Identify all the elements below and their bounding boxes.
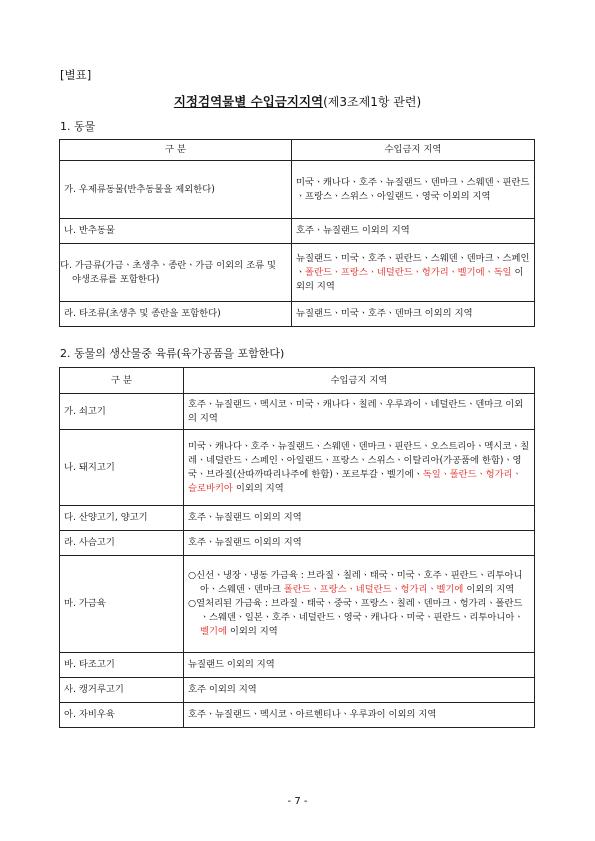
row-region: 호주ㆍ뉴질랜드 이외의 지역: [292, 219, 535, 244]
region-highlight: 폴란드ㆍ프랑스ㆍ네덜란드ㆍ헝가리ㆍ벨기에ㆍ독일: [304, 266, 512, 278]
title-suffix: (제3조제1항 관련): [323, 95, 422, 109]
header-region: 수입금지 지역: [292, 140, 535, 161]
table-row: [60, 430, 535, 506]
row-region: 뉴질랜드 이외의 지역: [184, 653, 535, 678]
row-category: 다. 산양고기, 양고기: [60, 506, 184, 531]
row-category: 가. 우제류동물(반추동물을 제외한다): [60, 161, 292, 219]
row-region: 미국ㆍ캐나다ㆍ호주ㆍ뉴질랜드ㆍ덴마크ㆍ스웨덴ㆍ핀란드ㆍ프랑스ㆍ스위스ㆍ아일랜드ㆍ영국 이외의 지역: [292, 161, 535, 219]
row-category: 나. 반추동물: [60, 219, 292, 244]
section-heading-animals: 1. 동물: [60, 120, 96, 133]
table-header-row: [60, 368, 535, 394]
region-highlight: 벨기에: [200, 626, 227, 637]
appendix-label: [별표]: [60, 68, 92, 82]
page-number: - 7 -: [287, 796, 308, 807]
row-category: 나. 돼지고기: [60, 430, 184, 506]
row-category: 바. 타조고기: [60, 653, 184, 678]
region-text: 뉴질랜드ㆍ미국ㆍ호주ㆍ핀란드ㆍ스웨덴ㆍ덴마크ㆍ스페인ㆍ: [296, 252, 530, 278]
meat-table: [59, 367, 535, 728]
row-category: 마. 가금육: [60, 556, 184, 653]
animals-table: [59, 139, 535, 327]
poultry-item-fresh: [188, 569, 530, 597]
region-tail: 이외의 지역: [226, 626, 278, 637]
row-category: 가. 쇠고기: [60, 394, 184, 430]
region-tail: 이외의 지역: [296, 266, 524, 292]
table-row: [60, 531, 535, 556]
table-row: [60, 161, 535, 219]
title-main: 지정검역물별 수입금지지역: [173, 94, 324, 109]
row-region: [292, 244, 535, 302]
header-region: 수입금지 지역: [184, 368, 535, 394]
row-region: 호주 이외의 지역: [184, 678, 535, 703]
document-title: [0, 92, 595, 110]
row-category: 라. 타조류(초생추 및 종란을 포함한다): [60, 302, 292, 327]
row-region: 호주ㆍ뉴질랜드 이외의 지역: [184, 531, 535, 556]
table-row: [60, 394, 535, 430]
table-row: [60, 219, 535, 244]
table-row: [60, 556, 535, 653]
header-category: 구 분: [60, 140, 292, 161]
table-row: [60, 506, 535, 531]
row-region: 호주ㆍ뉴질랜드ㆍ멕시코ㆍ아르헨티나ㆍ우루과이 이외의 지역: [184, 703, 535, 728]
region-highlight: 폴란드ㆍ프랑스ㆍ네덜란드ㆍ헝가리ㆍ벨기에: [283, 584, 464, 595]
table-row: [60, 653, 535, 678]
row-region: 호주ㆍ뉴질랜드ㆍ멕시코ㆍ미국ㆍ캐나다ㆍ칠레ㆍ우루과이ㆍ네덜란드ㆍ덴마크 이외의 지역: [184, 394, 535, 430]
row-region: 뉴질랜드ㆍ미국ㆍ호주ㆍ덴마크 이외의 지역: [292, 302, 535, 327]
region-tail: 이외의 지역: [463, 584, 515, 595]
row-region: [184, 556, 535, 653]
section-heading-meat: 2. 동물의 생산물중 육류(육가공품을 포함한다): [60, 347, 285, 360]
table-header-row: [60, 140, 535, 161]
table-row: [60, 678, 535, 703]
row-category: 아. 자비우육: [60, 703, 184, 728]
poultry-item-heated: [188, 597, 530, 639]
region-text: 미국ㆍ캐나다ㆍ호주ㆍ뉴질랜드ㆍ스웨덴ㆍ덴마크ㆍ핀란드ㆍ오스트리아ㆍ멕시코ㆍ칠레ㆍ네덜란드ㆍ스페인ㆍ아일랜드ㆍ프랑스ㆍ스위스ㆍ이탈리아(가공품에 한함)ㆍ영국ㆍ브라질(산따까따리나주에 한함)ㆍ포르투갈ㆍ벨기에ㆍ: [188, 440, 530, 480]
table-row: [60, 244, 535, 302]
region-text: ○신선ㆍ냉장ㆍ냉동 가금육 : 브라질ㆍ칠레ㆍ태국ㆍ미국ㆍ호주ㆍ핀란드ㆍ리투아니아ㆍ스웨덴ㆍ덴마크: [188, 570, 523, 595]
table-row: [60, 302, 535, 327]
row-category: 다. 가금류(가금ㆍ초생추ㆍ종란ㆍ가금 이외의 조류 및 야생조류를 포함한다): [60, 244, 292, 302]
row-region: [184, 430, 535, 506]
row-category: 사. 캥거루고기: [60, 678, 184, 703]
region-highlight: 독일ㆍ폴란드ㆍ헝가리ㆍ슬로바키아: [188, 468, 522, 494]
region-text: ○열처리된 가금육 : 브라질ㆍ태국ㆍ중국ㆍ프랑스ㆍ칠레ㆍ덴마크ㆍ헝가리ㆍ폴란드ㆍ스웨덴ㆍ일본ㆍ호주ㆍ네덜란드ㆍ영국ㆍ캐나다ㆍ미국ㆍ핀란드ㆍ리투아니아ㆍ: [188, 598, 524, 623]
region-tail: 이외의 지역: [232, 482, 284, 494]
row-category: 라. 사슴고기: [60, 531, 184, 556]
row-region: 호주ㆍ뉴질랜드 이외의 지역: [184, 506, 535, 531]
table-row: [60, 703, 535, 728]
header-category: 구 분: [60, 368, 184, 394]
